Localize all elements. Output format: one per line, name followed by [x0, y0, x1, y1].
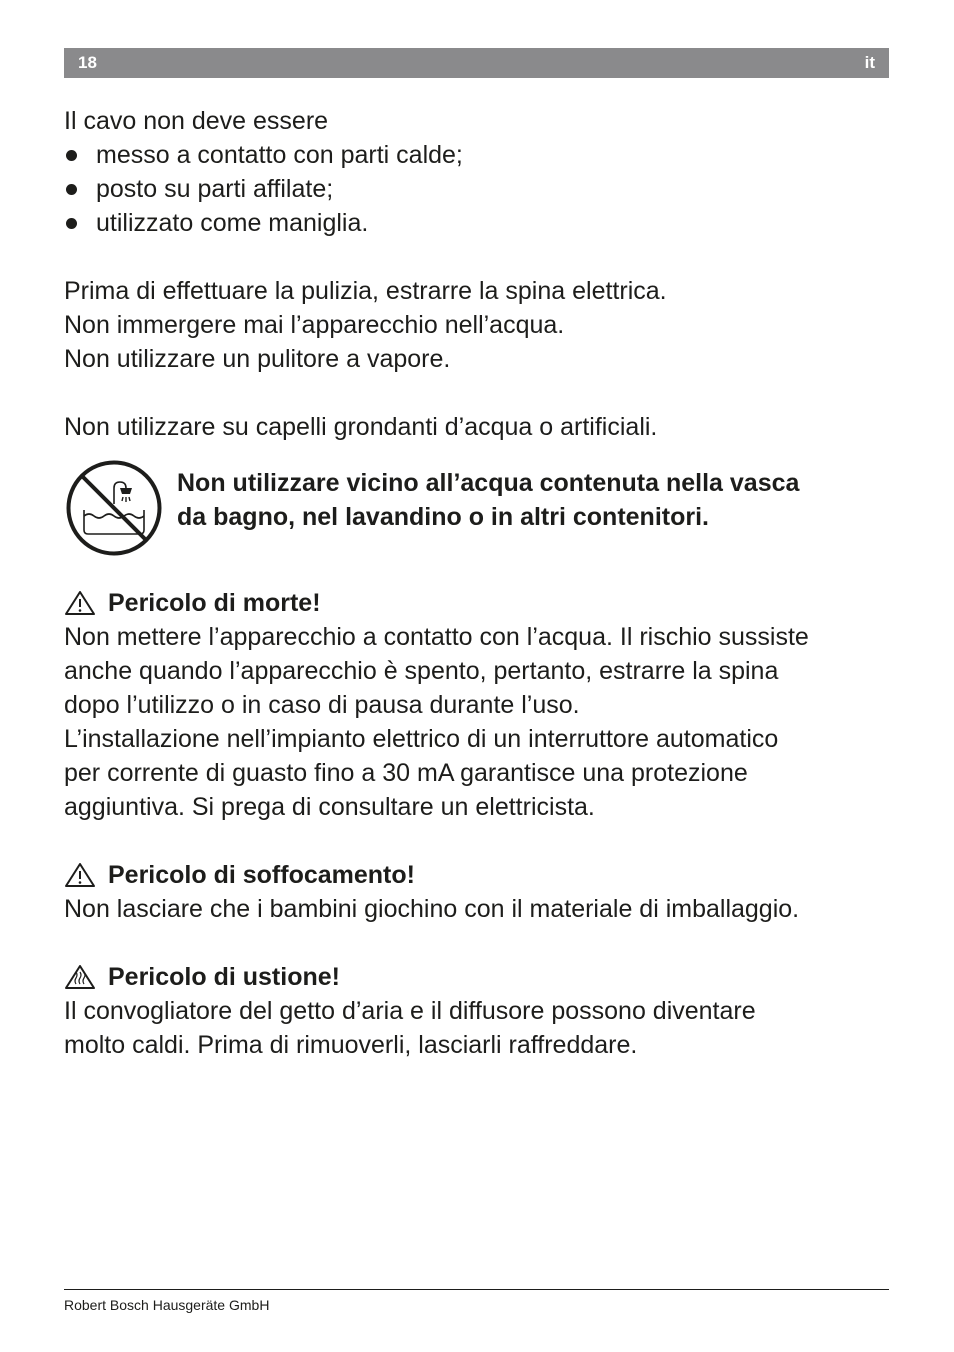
- bullet-icon: [66, 150, 77, 161]
- danger-burn-line: molto caldi. Prima di rimuoverli, lasciarli raffreddare.: [64, 1031, 638, 1059]
- language-code: it: [864, 53, 875, 72]
- danger-suffocation-line: Non lasciare che i bambini giochino con il materiale di imballaggio.: [64, 895, 800, 923]
- footer-divider: [64, 1289, 889, 1290]
- bullet-icon: [66, 218, 77, 229]
- hair-note: Non utilizzare su capelli grondanti d’acqua o artificiali.: [64, 413, 658, 441]
- danger-burn-heading: [64, 960, 894, 994]
- cable-intro: Il cavo non deve essere: [64, 107, 329, 135]
- page-number: 18: [78, 53, 97, 72]
- danger-death-line: dopo l’utilizzo o in caso di pausa durante l’uso.: [64, 691, 580, 719]
- danger-death-line: per corrente di guasto fino a 30 mA garantisce una protezione: [64, 759, 748, 787]
- list-item: posto su parti affilate;: [64, 172, 894, 206]
- danger-death-line: aggiuntiva. Si prega di consultare un elettricista.: [64, 793, 595, 821]
- danger-death-heading: [64, 586, 894, 620]
- page-content: [64, 104, 894, 1062]
- footer-company: Robert Bosch Hausgeräte GmbH: [64, 1297, 270, 1313]
- danger-burn-line: Il convogliatore del getto d’aria e il diffusore possono diventare: [64, 997, 756, 1025]
- cleaning-line: Non utilizzare un pulitore a vapore.: [64, 345, 451, 373]
- cleaning-line: Non immergere mai l’apparecchio nell’acqua.: [64, 311, 565, 339]
- hot-surface-warning-icon: [64, 964, 96, 990]
- cleaning-line: Prima di effettuare la pulizia, estrarre la spina elettrica.: [64, 277, 667, 305]
- list-item: utilizzato come maniglia.: [64, 206, 894, 240]
- danger-burn-title: Pericolo di ustione!: [108, 963, 340, 991]
- page-header-bar: [64, 48, 889, 78]
- danger-death-line: Non mettere l’apparecchio a contatto con l’acqua. Il rischio sussiste: [64, 623, 809, 651]
- warning-triangle-icon: [64, 862, 96, 888]
- bullet-icon: [66, 184, 77, 195]
- warning-triangle-icon: [64, 590, 96, 616]
- water-warning-text: Non utilizzare vicino all’acqua contenuta nella vasca da bagno, nel lavandino o in altri contenitori.: [177, 469, 800, 531]
- cable-bullet-list: [64, 138, 894, 240]
- danger-suffocation-heading: [64, 858, 894, 892]
- danger-death-line: anche quando l’apparecchio è spento, pertanto, estrarre la spina: [64, 657, 779, 685]
- list-item: messo a contatto con parti calde;: [64, 138, 894, 172]
- water-warning: [64, 466, 894, 566]
- no-water-bath-icon: [64, 458, 164, 558]
- danger-suffocation-title: Pericolo di soffocamento!: [108, 861, 415, 889]
- danger-death-title: Pericolo di morte!: [108, 589, 321, 617]
- danger-death-line: L’installazione nell’impianto elettrico di un interruttore automatico: [64, 725, 779, 753]
